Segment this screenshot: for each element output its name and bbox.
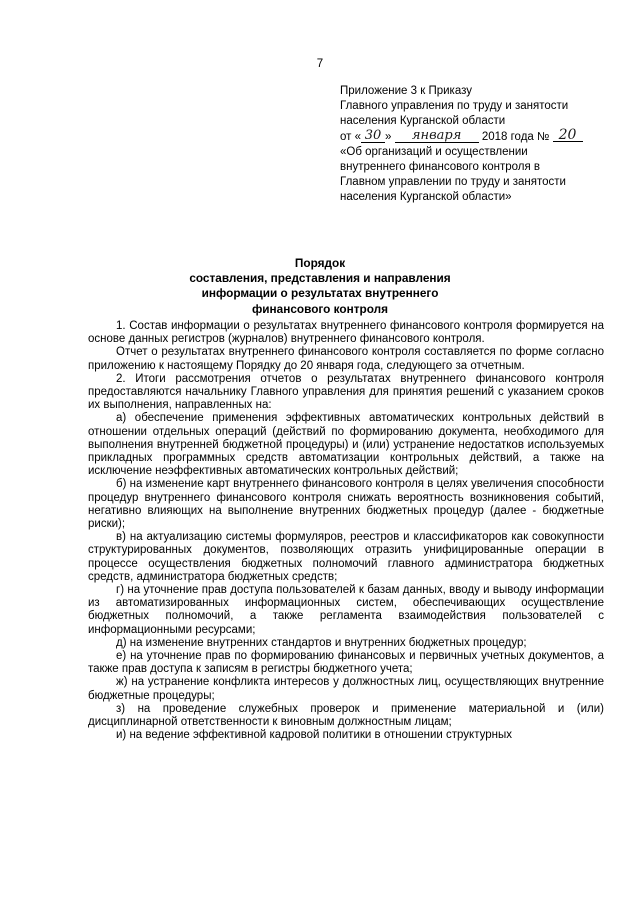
paragraph: 1. Состав информации о результатах внутреннего финансового контроля формируется на основе данных регистров (журналов) внутреннего финансового контроля. — [88, 320, 604, 346]
year-text: 2018 года № — [481, 130, 550, 143]
paragraph: Отчет о результатах внутреннего финансового контроля составляется по форме согласно приложению к настоящему Порядку до 20 января года, следующего за отчетным. — [88, 346, 604, 372]
annex-line: населения Курганской области» — [340, 191, 512, 204]
title-line: информации о результатах внутреннего — [201, 286, 439, 301]
paragraph: в) на актуализацию системы формуляров, реестров и классификаторов как совокупности структурированных документов, позволяющих отразить унифицированные операции в процессе осуществления бюджетных полномочий главного администратора бюджетных средств, администратора бюджетных средств; — [88, 531, 604, 583]
annex-line: населения Курганской области — [340, 115, 506, 128]
date-mid: » — [385, 130, 392, 143]
title-line: составления, представления и направления — [189, 271, 451, 286]
paragraph: а) обеспечение применения эффективных автоматических контрольных действий в отношении отдельных операций (действий по формированию документа, необходимого для выполнения внутренней бюджетной процедуры) и (или) устранение недостатков используемых прикладных программных средств автоматизации контрольных действий, а также на исключение неэффективных автоматических контрольных действий; — [88, 412, 604, 478]
annex-line: внутреннего финансового контроля в — [340, 161, 541, 174]
paragraph: ж) на устранение конфликта интересов у должностных лиц, осуществляющих внутренние бюджетные процедуры; — [88, 676, 604, 702]
annex-block — [340, 84, 610, 206]
date-prefix: от « — [340, 130, 362, 143]
annex-date-line — [340, 126, 610, 145]
handwritten-order-number: 20 — [553, 129, 583, 142]
document-title — [0, 256, 640, 317]
annex-line: Главного управления по труду и занятости — [340, 100, 569, 113]
document-body — [88, 320, 604, 743]
annex-line: Главном управлении по труду и занятости — [340, 176, 566, 189]
annex-line: Приложение 3 к Приказу — [340, 85, 472, 97]
annex-line: «Об организаций и осуществлении — [340, 145, 528, 158]
paragraph: д) на изменение внутренних стандартов и внутренних бюджетных процедур; — [116, 636, 527, 649]
paragraph: г) на уточнение прав доступа пользователей к базам данных, вводу и выводу информации из автоматизированных информационных систем, обеспечивающих осуществление бюджетных полномочий, а также регламента взаимодействия пользователей с информационными ресурсами; — [88, 584, 604, 636]
paragraph: 2. Итоги рассмотрения отчетов о результатах внутреннего финансового контроля предоставляются начальнику Главного управления для принятия решений с указанием сроков их выполнения, направленных на: — [88, 372, 604, 412]
paragraph: е) на уточнение прав по формированию финансовых и первичных учетных документов, а также прав доступа к записям в регистры бюджетного учета; — [88, 650, 604, 676]
paragraph: и) на ведение эффективной кадровой политики в отношении структурных — [116, 729, 512, 742]
page-number: 7 — [316, 58, 324, 70]
paragraph: з) на проведение служебных проверок и применение материальной и (или) дисциплинарной ответственности к виновным должностным лицам; — [88, 702, 604, 729]
paragraph: б) на изменение карт внутреннего финансового контроля в целях увеличения способности процедур внутреннего финансового контроля снижать вероятность возникновения событий, негативно влияющих на выполнение внутренних бюджетных процедур (далее - бюджетные риски); — [88, 478, 604, 531]
title-line: финансового контроля — [251, 301, 389, 316]
handwritten-day: 30 — [361, 130, 385, 143]
handwritten-month: января — [395, 130, 479, 143]
title-line: Порядок — [294, 256, 346, 270]
